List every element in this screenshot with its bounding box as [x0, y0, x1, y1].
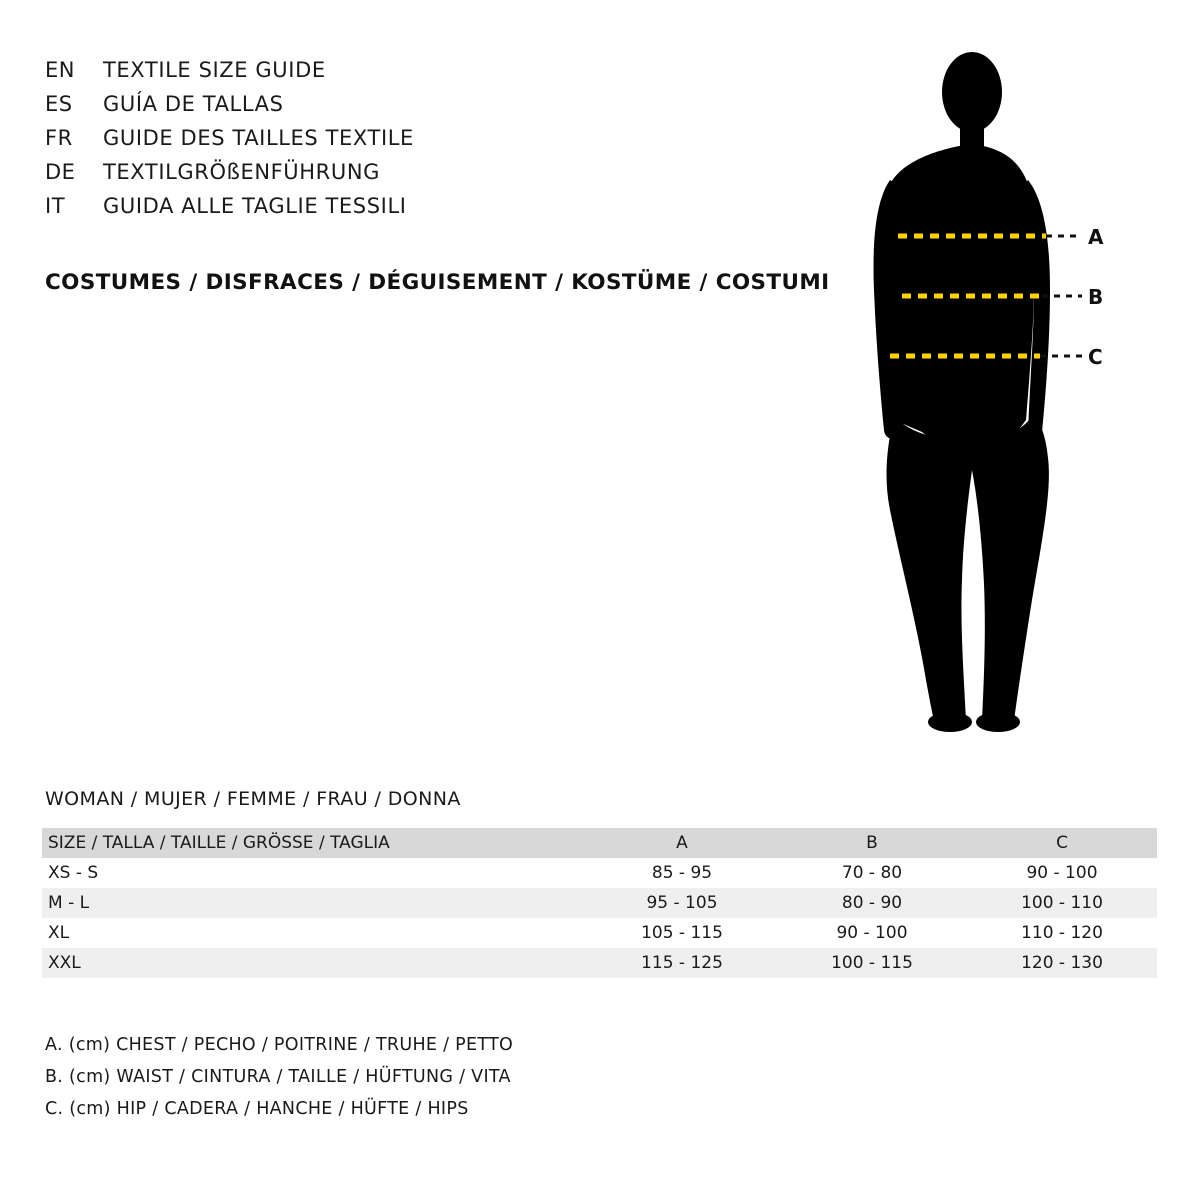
- cell-a: 95 - 105: [646, 893, 718, 913]
- header-b: B: [866, 833, 878, 853]
- cell-size: XS - S: [48, 863, 99, 883]
- woman-silhouette-shape: [874, 52, 1050, 732]
- language-code: FR: [45, 126, 73, 150]
- table-row: [42, 918, 1157, 948]
- cell-b: 90 - 100: [836, 923, 908, 943]
- legend-line-a: A. (cm) CHEST / PECHO / POITRINE / TRUHE / PETTO: [45, 1035, 514, 1055]
- cell-c: 110 - 120: [1021, 923, 1103, 943]
- measure-label-c: C: [1088, 345, 1103, 369]
- measure-label-group: [1080, 40, 1140, 740]
- cell-b: 100 - 115: [831, 953, 913, 973]
- table-row: [42, 858, 1157, 888]
- language-list: [45, 58, 805, 228]
- header-c: C: [1056, 833, 1068, 853]
- language-text: GUIDE DES TAILLES TEXTILE: [103, 126, 414, 150]
- language-code: IT: [45, 194, 66, 218]
- cell-c: 90 - 100: [1026, 863, 1098, 883]
- measure-label-a: A: [1088, 225, 1104, 249]
- language-row: [45, 160, 805, 194]
- table-row: [42, 948, 1157, 978]
- cell-b: 70 - 80: [841, 863, 903, 883]
- legend-line-b: B. (cm) WAIST / CINTURA / TAILLE / HÜFTUNG / VITA: [45, 1067, 511, 1087]
- size-table: [42, 828, 1157, 978]
- legend-line-c: C. (cm) HIP / CADERA / HANCHE / HÜFTE / HIPS: [45, 1099, 469, 1119]
- cell-c: 100 - 110: [1021, 893, 1103, 913]
- cell-a: 115 - 125: [641, 953, 723, 973]
- language-code: EN: [45, 58, 75, 82]
- language-row: [45, 58, 805, 92]
- cell-size: XL: [48, 923, 70, 943]
- costumes-subtitle: COSTUMES / DISFRACES / DÉGUISEMENT / KOSTÜME / COSTUMI: [45, 270, 830, 295]
- language-row: [45, 92, 805, 126]
- language-code: ES: [45, 92, 73, 116]
- language-code: DE: [45, 160, 76, 184]
- size-table-head: [42, 828, 1157, 858]
- header-a: A: [676, 833, 688, 853]
- table-header-row: [42, 828, 1157, 858]
- size-table-body: [42, 858, 1157, 978]
- language-text: GUIDA ALLE TAGLIE TESSILI: [103, 194, 407, 218]
- table-row: [42, 888, 1157, 918]
- language-text: TEXTILE SIZE GUIDE: [103, 58, 326, 82]
- cell-size: XXL: [48, 953, 81, 973]
- header-size: SIZE / TALLA / TAILLE / GRÖSSE / TAGLIA: [48, 833, 390, 853]
- cell-size: M - L: [48, 893, 90, 913]
- cell-a: 105 - 115: [641, 923, 723, 943]
- language-row: [45, 194, 805, 228]
- measure-label-b: B: [1088, 285, 1104, 309]
- legend: [45, 1035, 513, 1131]
- language-row: [45, 126, 805, 160]
- table-title: WOMAN / MUJER / FEMME / FRAU / DONNA: [45, 788, 461, 810]
- cell-b: 80 - 90: [841, 893, 903, 913]
- cell-c: 120 - 130: [1021, 953, 1103, 973]
- language-text: TEXTILGRÖßENFÜHRUNG: [103, 160, 381, 184]
- language-text: GUÍA DE TALLAS: [103, 92, 284, 116]
- cell-a: 85 - 95: [651, 863, 713, 883]
